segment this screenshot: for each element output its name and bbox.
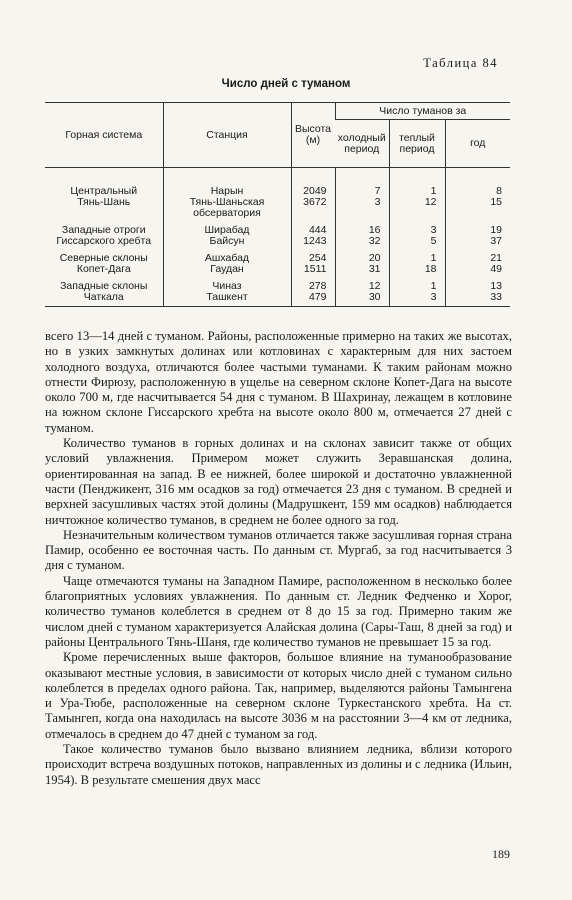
cell-height: [291, 168, 335, 220]
cell-system-line: Копет-Дага: [76, 263, 131, 275]
cell-height-line: 254: [308, 252, 327, 264]
paragraph: Чаще отмечаются туманы на Западном Памире, расположенном в несколько более благоприятных условиях увлажнения. По данным ст. Ледник Федченко и Хорог, количество туманов колеблется в среднем от 8 до 15 за год. Примерно таким же числом дней с туманом характеризуется Алайская долина (Сары-Таш, 8 дней за год) и районы Центрального Тянь-Шаня, где количество туманов не превышает 15 за год.: [45, 573, 512, 649]
cell-cold-line: 3: [374, 196, 381, 208]
paragraph: всего 13—14 дней с туманом. Районы, расположенные примерно на таких же высотах, но в узких замкнутых долинах или котловинах с характерным для них застоем холодного воздуха, отличаются более частыми туманами. К таким районам можно отнести Фирюзу, расположенную в ущелье на северном склоне Копет-Дага на высоте около 700 м, где насчитывается 54 дня с туманом. В Шахринау, лежащем в котловине на южном склоне Гиссарского хребта на высоте около 800 м, отмечается 27 дней с туманом.: [45, 329, 512, 435]
cell-system-line: Западные склоны: [60, 280, 148, 292]
cell-warm-line: 1: [430, 252, 437, 264]
cell-year-line: 15: [490, 196, 502, 208]
header-warm: теплый период: [389, 120, 445, 168]
cell-station: [163, 219, 291, 247]
table-row: [45, 275, 510, 307]
cell-system: [45, 219, 163, 247]
cell-height: [291, 247, 335, 275]
cell-system-line: Центральный: [70, 185, 138, 197]
cell-year-line: 19: [490, 224, 502, 236]
cell-station-line: Гаудан: [210, 263, 244, 275]
cell-warm: [389, 168, 445, 220]
cell-system-line: Тянь-Шань: [77, 196, 131, 208]
cell-warm-line: 18: [424, 263, 437, 275]
cell-cold: [335, 247, 389, 275]
cell-warm: [389, 247, 445, 275]
table-row: [45, 168, 510, 220]
paragraph: Такое количество туманов было вызвано влиянием ледника, вблизи которого происходит встреча воздушных потоков, направленных из долины и с ледника (Ильин, 1954). В результате смешения двух масс: [45, 742, 512, 787]
cell-warm: [389, 219, 445, 247]
cell-cold-line: 30: [368, 291, 381, 303]
cell-system: [45, 275, 163, 307]
cell-station: [163, 247, 291, 275]
cell-height-line: 1243: [303, 235, 327, 247]
table-title: Число дней с туманом: [221, 78, 351, 90]
header-year: год: [445, 120, 510, 168]
table-body: [45, 168, 510, 307]
table-row: [45, 247, 510, 275]
table-row: [45, 219, 510, 247]
paragraph: Незначительным количеством туманов отличается также засушливая горная страна Памир, особенно ее восточная часть. По данным ст. Мургаб, за год насчитывается 3 дня с туманом.: [45, 527, 512, 573]
cell-cold-line: 16: [368, 224, 381, 236]
cell-height-line: 2049: [303, 185, 327, 197]
body-text: [45, 329, 512, 788]
header-station: Станция: [163, 103, 291, 168]
cell-system-line: Западные отроги: [61, 224, 146, 236]
cell-station-line: Чиназ: [212, 280, 242, 292]
cell-cold: [335, 219, 389, 247]
cell-cold-line: 20: [368, 252, 381, 264]
header-height: Высота (м): [291, 103, 335, 168]
cell-year-line: 13: [490, 280, 502, 292]
paragraph: Количество туманов в горных долинах и на склонах зависит также от общих условий увлажнения. Примером может служить Зеравшанская долина, ориентированная на запад. В ее нижней, более широкой и достаточно увлажненной части (Пенджикент, 316 мм осадков за год) отмечается 23 дня с туманом. В средней и верхней засушливых частях этой долины (Мадрушкент, 159 мм осадков) наблюдается ничтожное количество туманов, в среднем не более одного за год.: [45, 436, 512, 527]
cell-cold-line: 7: [374, 185, 381, 197]
cell-year: [445, 275, 510, 307]
cell-height-line: 278: [308, 280, 327, 292]
cell-cold-line: 32: [368, 235, 381, 247]
cell-height: [291, 219, 335, 247]
cell-height-line: 444: [308, 224, 327, 236]
header-system: Горная система: [45, 103, 163, 168]
cell-year-line: 37: [490, 235, 502, 247]
cell-system: [45, 247, 163, 275]
cell-cold: [335, 275, 389, 307]
cell-year-line: 49: [490, 263, 502, 275]
cell-station-line: Байсун: [209, 235, 245, 247]
cell-system-line: Северные склоны: [59, 252, 148, 264]
cell-height-line: 1511: [303, 263, 327, 275]
cell-system: [45, 168, 163, 220]
cell-warm-line: 5: [430, 235, 437, 247]
table-label: Таблица 84: [423, 56, 498, 70]
cell-height: [291, 275, 335, 307]
cell-year: [445, 168, 510, 220]
header-cold: холодный период: [335, 120, 389, 168]
cell-warm-line: 3: [430, 224, 437, 236]
cell-station-line: Ширабад: [204, 224, 250, 236]
page-number: 189: [492, 847, 510, 861]
cell-year: [445, 247, 510, 275]
cell-warm: [389, 275, 445, 307]
fog-days-table: [45, 102, 510, 307]
cell-warm-line: 1: [430, 280, 437, 292]
header-fog-days: Число туманов за: [335, 103, 510, 120]
cell-station-line: Ашхабад: [204, 252, 250, 264]
cell-year-line: 33: [490, 291, 502, 303]
cell-station-line: Ташкент: [206, 291, 248, 303]
cell-warm-line: 3: [430, 291, 437, 303]
cell-cold: [335, 168, 389, 220]
cell-height-line: 479: [308, 291, 327, 303]
cell-system-line: Чаткала: [83, 291, 124, 303]
cell-warm-line: 1: [430, 185, 437, 197]
cell-station: [163, 168, 291, 220]
cell-station-line: Тянь-Шаньская обсерватория: [189, 196, 265, 219]
cell-year-line: 8: [496, 185, 502, 197]
cell-year: [445, 219, 510, 247]
cell-warm-line: 12: [424, 196, 437, 208]
cell-cold-line: 12: [368, 280, 381, 292]
cell-station-line: Нарын: [210, 185, 244, 197]
cell-cold-line: 31: [368, 263, 381, 275]
paragraph: Кроме перечисленных выше факторов, большое влияние на туманообразование оказывают местные условия, в зависимости от которых число дней с туманом сильно колеблется в пределах одного района. Так, например, выделяются районы Тамынгена и Ура-Тюбе, расположенные на северном склоне Туркестанского хребта. На ст. Тамынгеп, когда она находилась на высоте 3036 м на расстоянии 3—4 км от ледника, отмечалось в среднем до 47 дней с туманом за год.: [45, 650, 512, 741]
cell-station: [163, 275, 291, 307]
cell-year-line: 21: [490, 252, 502, 264]
cell-height-line: 3672: [303, 196, 327, 208]
cell-system-line: Гиссарского хребта: [56, 235, 152, 247]
